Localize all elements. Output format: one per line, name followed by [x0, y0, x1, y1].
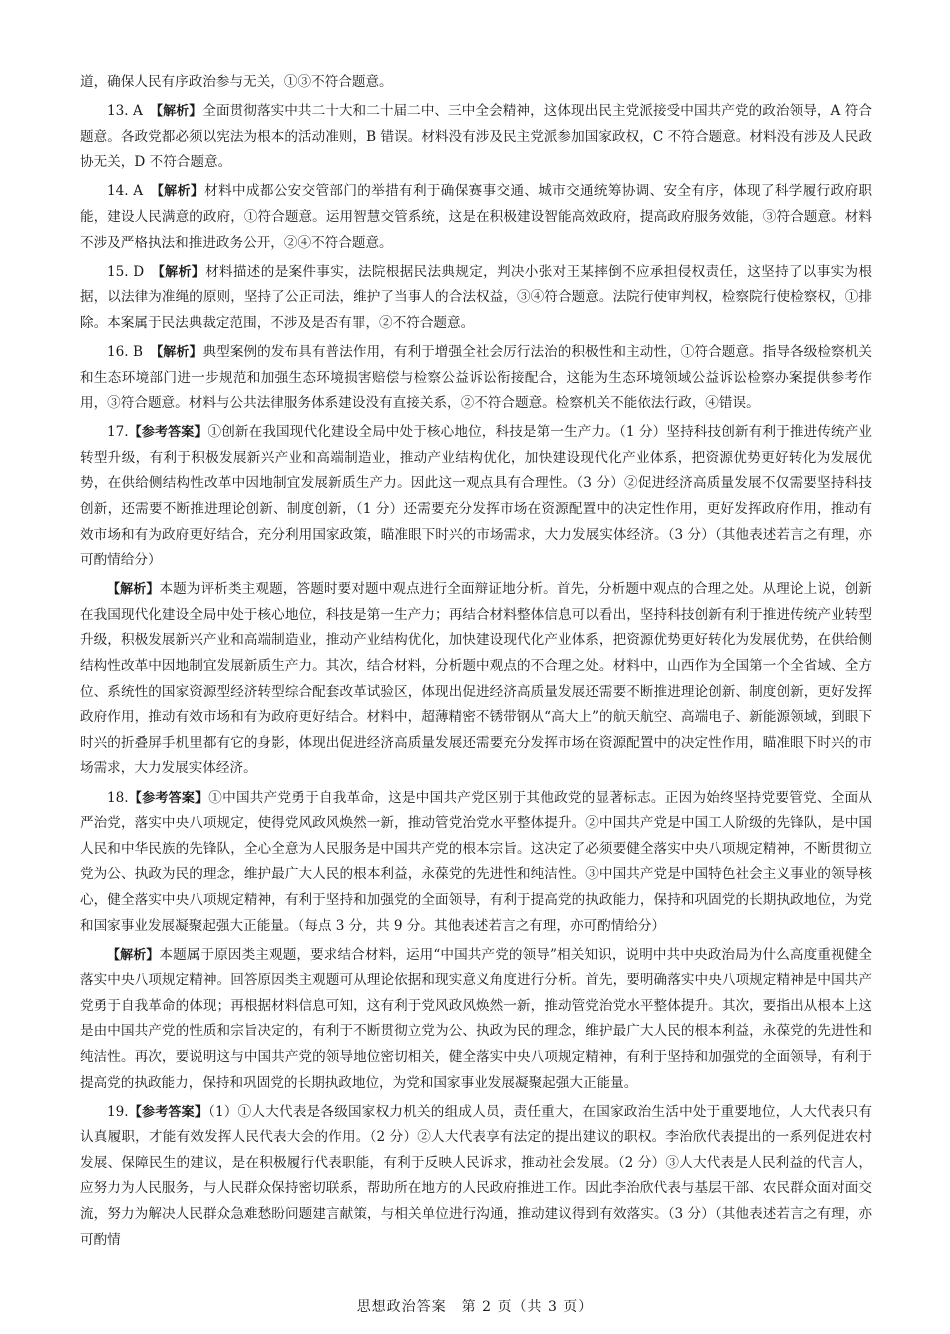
answer-16: [80, 340, 872, 417]
page-footer: 思想政治答案 第 2 页（共 3 页）: [356, 1299, 594, 1315]
analysis-tag: 【解析】: [156, 344, 203, 360]
answer-15: [80, 260, 872, 337]
question-number: 17.: [107, 424, 129, 441]
paragraph-text: 全面贯彻落实中共二十大和二十届二中、三中全会精神，这体现出民主党派接受中国共产党的政治领导，A 符合题意。各政党都必须以宪法为根本的活动准则，B 错误。材料没有涉及民主党派参加国家政权，C 不符合题意。材料没有涉及人民政协无关，D 不符合题意。: [80, 103, 872, 171]
question-number: 18.: [107, 789, 129, 806]
answer-17-reference: [80, 420, 872, 574]
paragraph-text: ①中国共产党勇于自我革命，这是中国共产党区别于其他政党的显著标志。正因为始终坚持党要管党、全面从严治党，落实中央八项规定，使得党风政风焕然一新，推动管党治党水平整体提升。②中国共产党是中国工人阶级的先锋队，是中国人民和中华民族的先锋队，全心全意为人民服务是中国共产党的根本宗旨。这决定了必须要健全落实中央八项规定精神，不断贯彻立党为公、执政为民的理念，维护最广大人民的根本利益，永葆党的先进性和纯洁性。③中国共产党是中国特色社会主义事业的领导核心，健全落实中央八项规定精神，有利于坚持和加强党的全面领导，有利于提高党的执政能力，保持和巩固党的长期执政地位，为党和国家事业发展凝聚起强大正能量。（每点 3 分，共 9 分。其他表述若言之有理，亦可酌情给分）: [80, 789, 872, 934]
paragraph-0: [80, 70, 872, 96]
answer-14: [80, 179, 872, 256]
paragraph-text: 道，确保人民有序政治参与无关，①③不符合题意。: [80, 74, 393, 90]
paragraph-text: 材料描述的是案件事实，法院根据民法典规定，判决小张对王某摔倒不应承担侵权责任，这坚持了以事实为根据，以法律为准绳的原则，坚持了公正司法，维护了当事人的合法权益，③④符合题意。法院行使审判权，检察院行使检察权，①排除。本案属于民法典裁定范围，不涉及是否有罪，②不符合题意。: [80, 263, 872, 331]
reference-answer-tag: 【参考答案】: [128, 425, 208, 441]
reference-answer-tag: 【参考答案】: [128, 1104, 209, 1120]
paragraph-text: 材料中成都公安交管部门的举措有利于确保赛事交通、城市交通统筹协调、安全有序，体现了科学履行政府职能，建设人民满意的政府，①符合题意。运用智慧交管系统，这是在积极建设智能高效政府，提高政府服务效能，③符合题意。材料不涉及严格执法和推进政务公开，②④不符合题意。: [80, 183, 872, 251]
analysis-tag: 【解析】: [157, 184, 205, 200]
question-number: 16. B: [107, 343, 157, 360]
answer-18-analysis: [80, 943, 872, 1097]
analysis-tag: 【解析】: [107, 947, 160, 963]
analysis-tag: 【解析】: [158, 264, 206, 280]
answer-13: [80, 99, 872, 176]
paragraph-text: 典型案例的发布具有普法作用，有利于增强全社会厉行法治的积极性和主动性，①符合题意。指导各级检察机关和生态环境部门进一步规范和加强生态环境损害赔偿与检察公益诉讼衔接配合，这能为生态环境领域公益诉讼检察办案提供参考作用，③符合题意。材料与公共法律服务体系建设没有直接关系，②不符合题意。检察机关不能依法行政，④错误。: [80, 343, 872, 412]
question-number: 15. D: [107, 263, 159, 280]
answer-17-analysis: [80, 577, 872, 782]
question-number: 19.: [107, 1103, 129, 1120]
answer-18-reference: [80, 786, 872, 940]
paragraph-text: 本题属于原因类主观题，要求结合材料，运用“中国共产党的领导”相关知识，说明中共中央政治局为什么高度重视健全落实中央八项规定精神。回答原因类主观题可从理论依据和现实意义角度进行分析。首先，要明确落实中央八项规定精神是中国共产党勇于自我革命的体现；再根据材料信息可知，这有利于党风政风焕然一新，推动管党治党水平整体提升。其次，要指出从根本上这是由中国共产党的性质和宗旨决定的，有利于不断贯彻立党为公、执政为民的理念，维护最广大人民的根本利益，永葆党的先进性和纯洁性。再次，要说明这与中国共产党的领导地位密切相关，健全落实中央八项规定精神，有利于坚持和加强党的全面领导，有利于提高党的执政能力，保持和巩固党的长期执政地位，为党和国家事业发展凝聚起强大正能量。: [80, 946, 872, 1091]
analysis-tag: 【解析】: [107, 582, 160, 598]
answer-19-reference: [80, 1100, 872, 1254]
analysis-tag: 【解析】: [156, 104, 203, 120]
paragraph-text: （1）①人大代表是各级国家权力机关的组成人员，责任重大，在国家政治生活中处于重要地位，人大代表只有认真履职，才能有效发挥人民代表大会的作用。（2 分）②人大代表享有法定的提出建议的职权。李治欣代表提出的一系列促进农村发展、保障民生的建议，是在积极履行代表职能，有利于反映人民诉求，推动社会发展。（2 分）③人大代表是人民利益的代言人，应努力为人民服务，与人民群众保持密切联系，帮助所在地方的人民政府推进工作。因此李治欣代表与基层干部、农民群众面对面交流，努力为解决人民群众急难愁盼问题建言献策，与相关单位进行沟通，推动建议得到有效落实。（3 分）（其他表述若言之有理，亦可酌情: [80, 1103, 872, 1248]
reference-answer-tag: 【参考答案】: [128, 790, 209, 806]
paragraph-text: ①创新在我国现代化建设全局中处于核心地位，科技是第一生产力。（1 分）坚持科技创新有利于推进传统产业转型升级，有利于积极发展新兴产业和高端制造业，推动产业结构优化，加快建设现代化产业体系，把资源优势更好转化为发展优势，在供给侧结构性改革中因地制宜发展新质生产力。因此这一观点具有合理性。（3 分）②促进经济高质量发展不仅需要坚持科技创新，还需要不断推进理论创新、制度创新，（1 分）还需要充分发挥市场在资源配置中的决定性作用，更好发挥政府作用，推动有效市场和有为政府更好结合，充分利用国家政策，瞄准眼下时兴的市场需求，大力发展实体经济。（3 分）（其他表述若言之有理，亦可酌情给分）: [80, 424, 872, 569]
question-number: 13. A: [107, 103, 157, 120]
paragraph-text: 本题为评析类主观题，答题时要对题中观点进行全面辩证地分析。首先，分析题中观点的合理之处。从理论上说，创新在我国现代化建设全局中处于核心地位，科技是第一生产力；再结合材料整体信息可以看出，坚持科技创新有利于推进传统产业转型升级，积极发展新兴产业和高端制造业，推动产业结构优化，加快建设现代化产业体系，把资源优势更好转化为发展优势，在供给侧结构性改革中因地制宜发展新质生产力。其次，结合材料，分析题中观点的不合理之处。材料中，山西作为全国第一个全省域、全方位、系统性的国家资源型经济转型综合配套改革试验区，体现出促进经济高质量发展还需要不断推进理论创新、制度创新，更好发挥政府作用，推动有效市场和有为政府更好结合。材料中，超薄精密不锈带钢从“高大上”的航天航空、高端电子、新能源领域，到眼下时兴的折叠屏手机里都有它的身影，体现出促进经济高质量发展还需要充分发挥市场在资源配置中的决定性作用，瞄准眼下时兴的市场需求，大力发展实体经济。: [80, 581, 872, 777]
answer-document: [80, 70, 872, 1257]
question-number: 14. A: [107, 183, 158, 200]
